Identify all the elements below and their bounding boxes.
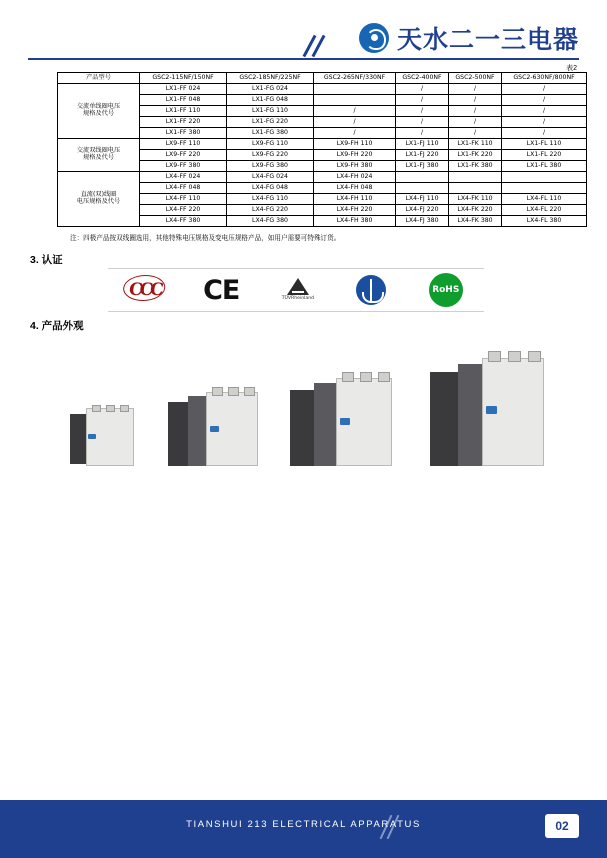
column-header: GSC2-400NF [396,73,449,84]
spec-table [57,72,587,227]
table-row [58,139,587,150]
table-cell: LX1-FJ 220 [396,150,449,161]
table-cell: / [314,117,396,128]
cert-ccc [129,270,161,310]
table-cell: LX1-FJ 380 [396,161,449,172]
row-group-label: 交流双线圈电压 规格及代号 [58,139,140,172]
column-header: 产品型号 [58,73,140,84]
table-cell: / [502,128,587,139]
table-cell [449,183,502,194]
table-cell: / [314,106,396,117]
table-cell: LX1-FF 380 [140,128,227,139]
table-cell: LX4-FJ 110 [396,194,449,205]
table-cell: LX4-FK 110 [449,194,502,205]
product-image-row [40,340,570,470]
table-cell: LX9-FG 110 [227,139,314,150]
header-rule [28,58,579,60]
table-cell: / [449,84,502,95]
table-cell: LX1-FL 220 [502,150,587,161]
product-image-2 [168,392,260,470]
table-cell: LX4-FF 380 [140,216,227,227]
certification-band [108,268,484,312]
table-cell: LX1-FG 110 [227,106,314,117]
table-cell: LX4-FL 110 [502,194,587,205]
table-cell: / [396,84,449,95]
cert-ce [203,270,239,310]
table-cell: / [449,117,502,128]
column-header: GSC2-265NF/330NF [314,73,396,84]
table-cell: / [396,117,449,128]
table-cell: LX1-FG 380 [227,128,314,139]
company-logo-icon [359,23,389,53]
table-caption: 表2 [566,65,577,72]
table-cell: / [396,128,449,139]
table-cell: LX1-FG 220 [227,117,314,128]
table-cell: LX1-FK 110 [449,139,502,150]
cert-ccs [356,270,386,310]
table-cell: / [396,95,449,106]
table-cell: LX4-FF 024 [140,172,227,183]
table-cell: LX4-FH 024 [314,172,396,183]
table-cell [396,172,449,183]
table-cell: LX9-FG 220 [227,150,314,161]
table-cell: LX9-FF 380 [140,161,227,172]
table-cell: LX4-FJ 220 [396,205,449,216]
table-cell: LX1-FK 380 [449,161,502,172]
table-cell: LX4-FG 048 [227,183,314,194]
table-cell: LX4-FF 220 [140,205,227,216]
table-cell: LX4-FH 110 [314,194,396,205]
table-cell: / [502,106,587,117]
table-cell: / [502,95,587,106]
table-cell: LX4-FG 024 [227,172,314,183]
page-number-badge: 02 [545,814,579,838]
tuv-label: TÜVRheinland [281,296,315,302]
table-cell: LX4-FG 110 [227,194,314,205]
page-footer [0,800,607,858]
table-cell: LX4-FF 048 [140,183,227,194]
table-cell: LX4-FK 220 [449,205,502,216]
table-cell: LX1-FF 220 [140,117,227,128]
column-header: GSC2-630NF/800NF [502,73,587,84]
table-cell: LX1-FG 048 [227,95,314,106]
product-image-1 [70,408,136,470]
table-cell: / [449,106,502,117]
table-cell [314,95,396,106]
table-cell: LX4-FK 380 [449,216,502,227]
table-cell: LX9-FH 110 [314,139,396,150]
cert-rohs [429,270,463,310]
table-cell: LX4-FH 048 [314,183,396,194]
table-cell: LX4-FL 380 [502,216,587,227]
table-cell: LX9-FF 110 [140,139,227,150]
brand-name: 天水二一三电器 [396,25,579,54]
page-header [0,0,607,62]
table-note: 注：四极产品按双线圈选用，其他特殊电压规格及变电压规格产品，如用户需要可特殊订货。 [70,235,341,242]
table-cell: / [502,117,587,128]
brand [359,20,579,56]
table-cell: LX4-FG 220 [227,205,314,216]
table-cell: LX4-FJ 380 [396,216,449,227]
table-cell: LX4-FG 380 [227,216,314,227]
section-title-certification: 3. 认证 [30,254,63,266]
spec-table-body [58,84,587,227]
row-group-label: 直流(双)线圈 电压规格及代号 [58,172,140,227]
ccc-icon: CCC [128,280,162,300]
table-cell: LX1-FL 380 [502,161,587,172]
table-cell: / [396,106,449,117]
table-cell: / [449,128,502,139]
table-cell: LX1-FF 048 [140,95,227,106]
column-header: GSC2-115NF/150NF [140,73,227,84]
footer-text: TIANSHUI 213 ELECTRICAL APPARATUS [186,819,421,830]
table-cell: LX9-FH 380 [314,161,396,172]
column-header: GSC2-500NF [449,73,502,84]
table-cell: LX9-FH 220 [314,150,396,161]
table-cell: LX1-FJ 110 [396,139,449,150]
table-cell: LX1-FG 024 [227,84,314,95]
table-row [58,84,587,95]
tuv-icon [282,278,314,302]
spec-table-wrapper [57,72,575,227]
table-cell: / [502,84,587,95]
table-row [58,172,587,183]
product-image-3 [290,378,394,470]
table-cell: LX4-FH 380 [314,216,396,227]
table-cell [396,183,449,194]
ce-icon: CE [203,274,240,306]
ccs-ship-icon [356,275,386,305]
table-cell [314,84,396,95]
table-cell: / [314,128,396,139]
table-cell: LX1-FL 110 [502,139,587,150]
table-header-row [58,73,587,84]
table-cell: LX4-FH 220 [314,205,396,216]
table-cell [502,172,587,183]
table-cell: LX1-FF 110 [140,106,227,117]
table-cell: LX1-FK 220 [449,150,502,161]
product-image-4 [430,358,548,470]
table-cell: / [449,95,502,106]
table-cell: LX9-FG 380 [227,161,314,172]
cert-tuv [282,270,314,310]
rohs-icon: RoHS [429,273,463,307]
table-cell [502,183,587,194]
table-cell: LX4-FF 110 [140,194,227,205]
row-group-label: 交流单线圈电压 规格及代号 [58,84,140,139]
section-title-appearance: 4. 产品外观 [30,320,84,332]
column-header: GSC2-185NF/225NF [227,73,314,84]
table-cell: LX9-FF 220 [140,150,227,161]
table-cell: LX1-FF 024 [140,84,227,95]
table-cell: LX4-FL 220 [502,205,587,216]
table-cell [449,172,502,183]
